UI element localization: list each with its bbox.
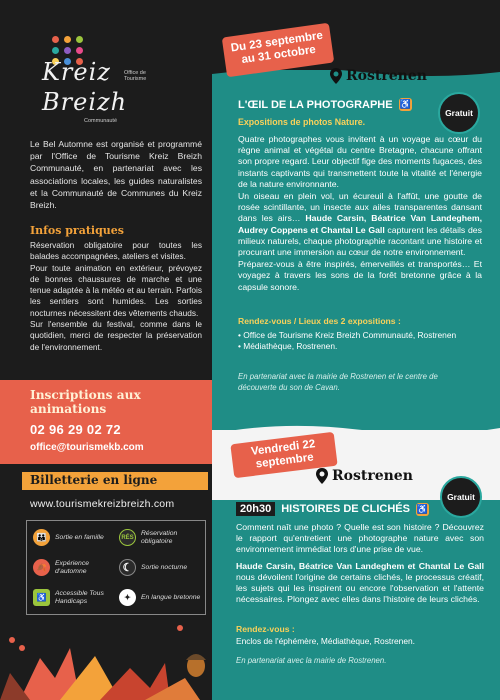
email-link[interactable]: office@tourismekb.com xyxy=(30,442,144,453)
logo-tagline: Office de Tourisme xyxy=(124,70,147,82)
infos-text xyxy=(30,240,202,353)
list-item: • Médiathèque, Rostrenen. xyxy=(238,341,482,352)
intro-text: Le Bel Automne est organisé et programmé par l'Office de Tourisme Kreiz Breizh Communauté, en partenariat avec les associations locales, les guides naturalistes et la Communauté de Communes du Kreiz Breizh. xyxy=(30,139,202,211)
event2-rdv-text: Enclos de l'éphémère, Médiathèque, Rostrenen. xyxy=(236,636,415,646)
event1-title-text: L'ŒIL DE LA PHOTOGRAPHE xyxy=(238,98,393,111)
event2-paragraph: Haude Carsin, Béatrice Van Landeghem et Chantal Le Gall nous dévoilent l'origine de certains clichés, le processus créatif, les sujets qui les inspirent ou encore l'observation et l'attente nécessaires. Plongez avec elles dans l'histoire de leurs clichés. xyxy=(236,560,484,605)
event1-date-badge: Du 23 septembre au 31 octobre xyxy=(222,23,335,78)
location-pin-icon xyxy=(330,68,342,84)
event2-description xyxy=(236,522,484,610)
event2-title-text: HISTOIRES DE CLICHÉS xyxy=(281,503,410,515)
legend-item xyxy=(33,559,115,576)
event2-time: 20h30 xyxy=(236,502,275,516)
family-icon: 👪 xyxy=(33,529,50,546)
event1-rdv-list xyxy=(238,330,482,352)
legend-item xyxy=(33,529,115,546)
brand-dot xyxy=(52,36,59,43)
logo-line1: Kreiz xyxy=(42,58,111,86)
infos-title: Infos pratiques xyxy=(30,224,124,237)
legend-item xyxy=(33,589,115,606)
brand-dot xyxy=(76,47,83,54)
logo-line2: Breizh xyxy=(42,88,128,116)
location-label: Rostrenen xyxy=(346,68,427,84)
infos-paragraph: Pour toute animation en extérieur, prévoyez de bonnes chaussures de marche et une tenue adaptée à la météo et au terrain. Parfois les sentiers sont humides. Les sorties nocturnes nécessitent des vêtements chauds. xyxy=(30,262,202,318)
left-column xyxy=(0,0,212,700)
legend-item xyxy=(119,529,203,546)
brand-dot xyxy=(64,47,71,54)
event1-description xyxy=(238,134,482,294)
logo-community: Communauté xyxy=(84,118,118,124)
breton-language-icon: ✦ xyxy=(119,589,136,606)
moon-icon: ☾ xyxy=(119,559,136,576)
brand-dot xyxy=(64,36,71,43)
event1-title xyxy=(238,98,412,111)
photographer-names: Haude Carsin, Béatrice Van Landeghem et Chantal Le Gall xyxy=(236,560,484,571)
legend-label: Sortie en famille xyxy=(55,533,104,541)
event2-partner: En partenariat avec la mairie de Rostrenen. xyxy=(236,656,387,665)
accessible-icon: ♿ xyxy=(399,99,411,109)
kreiz-breizh-logo xyxy=(28,58,178,130)
inscriptions-title: Inscriptions aux animations xyxy=(30,388,141,416)
event1-paragraph: Préparez-vous à être inspirés, émerveillés et transportés… Et voyagez à travers les sons de la forêt bretonne grâce à la capsule sonore. xyxy=(238,259,482,292)
event1-partner: En partenariat avec la mairie de Rostrenen et le centre de découverte du son de Cavan. xyxy=(238,372,438,392)
event1-location xyxy=(330,68,427,84)
free-badge: Gratuit xyxy=(438,92,480,134)
autumn-leaves-illustration xyxy=(0,618,212,700)
event1-paragraph: Quatre photographes vous invitent à un voyage au cœur du règne animal et végétal du centre Bretagne, chacune offrant son propre regard. Leur objectif fige des moments fugaces, des instants captivants qui transmettent toute la vitalité et l'énergie de la nature environnante. xyxy=(238,134,482,189)
brand-dot xyxy=(76,36,83,43)
location-pin-icon xyxy=(316,468,328,484)
legend-label: Sortie nocturne xyxy=(141,563,188,571)
event1-rdv-title: Rendez-vous / Lieux des 2 expositions : xyxy=(238,316,401,326)
event2-paragraph: Comment naît une photo ? Quelle est son histoire ? Découvrez le rapport qu'entretient une photographe nature avec son environnement immédiat lors d'une prise de vue. xyxy=(236,522,484,555)
legend-item xyxy=(119,559,203,576)
legend-label: Accessible Tous Handicaps xyxy=(55,589,104,605)
phone-number[interactable]: 02 96 29 02 72 xyxy=(30,422,121,437)
website-link[interactable]: www.tourismekreizbreizh.com xyxy=(30,498,175,510)
accessible-icon: ♿ xyxy=(33,589,50,606)
location-label: Rostrenen xyxy=(332,468,413,484)
legend-label: Expérience d'automne xyxy=(55,559,90,575)
billetterie-label: Billetterie en ligne xyxy=(30,473,158,487)
brand-dot xyxy=(52,47,59,54)
event2-title xyxy=(236,502,429,516)
legend-label: En langue bretonne xyxy=(141,593,201,601)
infos-paragraph: Sur l'ensemble du festival, comme dans le quotidien, merci de respecter la préservation de l'environnement. xyxy=(30,319,202,352)
pictogram-legend xyxy=(26,520,206,615)
inscriptions-panel xyxy=(0,380,212,464)
autumn-leaf-icon: 🍂 xyxy=(33,559,50,576)
reservation-icon: RÉS xyxy=(119,529,136,546)
accessible-icon: ♿ xyxy=(416,503,429,514)
event1-subtitle: Expositions de photos Nature. xyxy=(238,117,366,127)
free-badge: Gratuit xyxy=(440,476,482,518)
list-item: • Office de Tourisme Kreiz Breizh Communauté, Rostrenen xyxy=(238,330,482,341)
photographer-names: Haude Carsin, Béatrice Van Landeghem, Audrey Coppens et Chantal Le Gall xyxy=(238,213,482,235)
legend-label: Réservation obligatoire xyxy=(141,529,178,545)
event2-date-badge: Vendredi 22 septembre xyxy=(230,432,337,478)
event2-location xyxy=(316,468,413,484)
event1-paragraph: Un oiseau en plein vol, un écureuil à l'affût, une goutte de rosée scintillante, un insecte aux ailes transparentes dansant dans les airs… Haude Carsin, Béatrice Van Landeghem, Audrey Coppens et Chantal Le Gall capturent les détails des milieux naturels, chaque photographie racontant une histoire et procurant une immersion au cœur de notre environnement. xyxy=(238,191,482,258)
infos-paragraph: Réservation obligatoire pour toutes les balades accompagnées, ateliers et visites. xyxy=(30,240,202,262)
legend-item xyxy=(119,589,203,606)
event2-rdv-title: Rendez-vous : xyxy=(236,624,295,634)
billetterie-banner xyxy=(22,472,208,490)
